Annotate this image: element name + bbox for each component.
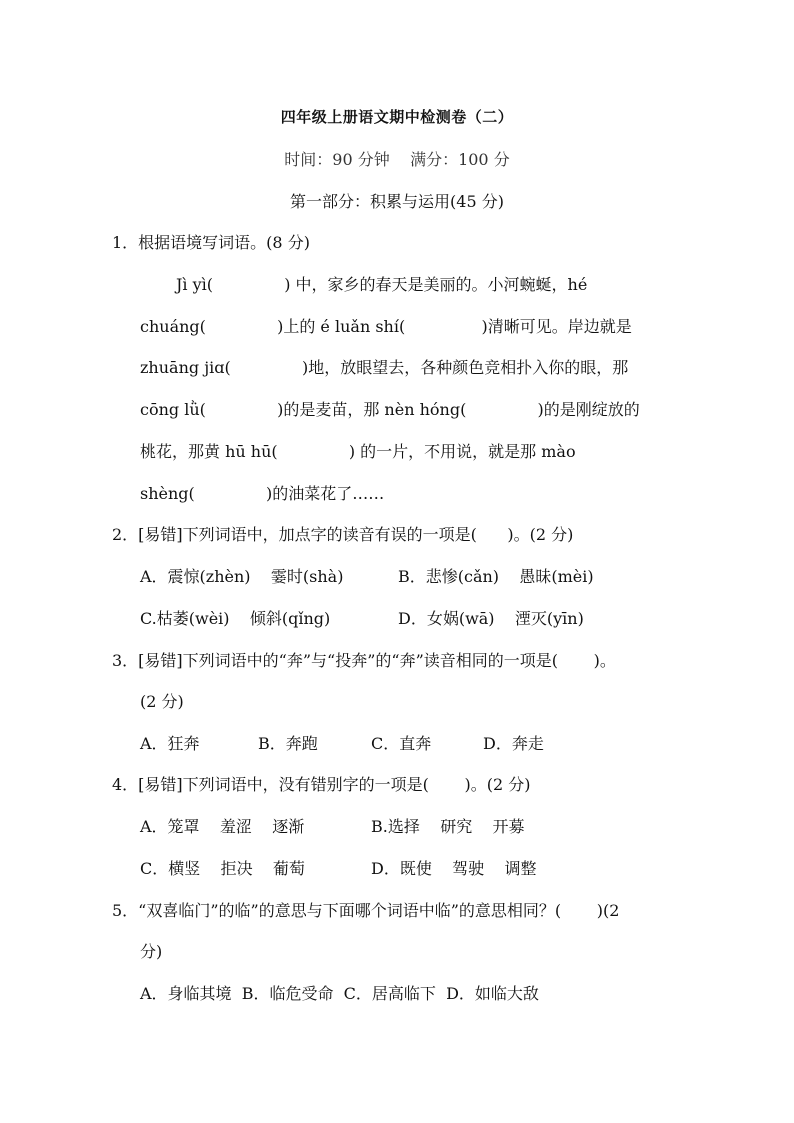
question-2-option-a: A．震惊(zhèn) 霎时(shà): [140, 567, 344, 586]
page-title: 四年级上册语文期中检测卷（二）: [280, 108, 514, 126]
question-4-stem: 4．[易错]下列词语中，没有错别字的一项是( )。(2 分): [112, 775, 531, 794]
question-5-options: A．身临其境 B．临危受命 C．居高临下 D．如临大敌: [140, 984, 539, 1003]
question-1-line: zhuāng jiɑ( )地，放眼望去，各种颜色竞相扑入你的眼，那: [140, 358, 629, 377]
question-1-line: 桃花，那黄 hū hū( ) 的一片，不用说，就是那 mào: [140, 442, 576, 461]
question-2-option-b: B．悲惨(cǎn) 愚昧(mèi): [398, 567, 594, 586]
question-4-option-c: C．横竖 拒决 葡萄: [140, 859, 305, 878]
question-1-line: shèng( )的油菜花了……: [140, 484, 385, 503]
exam-meta: 时间：90 分钟 满分：100 分: [284, 150, 510, 169]
question-2-option-d: D．女娲(wā) 湮灭(yīn): [398, 609, 584, 628]
question-3-option-c: C．直奔: [371, 734, 432, 753]
question-1-stem: 1．根据语境写词语。(8 分): [112, 233, 310, 252]
question-5-stem-continued: 分): [140, 942, 163, 961]
question-1-line: cōng lǜ( )的是麦苗，那 nèn hóng( )的是刚绽放的: [140, 400, 640, 419]
question-2-option-c: C.枯萎(wèi) 倾斜(qǐng): [140, 609, 331, 628]
question-3-option-b: B．奔跑: [258, 734, 318, 753]
question-4-option-d: D．既使 驾驶 调整: [371, 859, 537, 878]
question-1-line: Jì yì( ) 中，家乡的春天是美丽的。小河蜿蜒，hé: [176, 275, 588, 294]
question-1-line: chuáng( )上的 é luǎn shí( )清晰可见。岸边就是: [140, 317, 632, 336]
question-3-option-d: D．奔走: [483, 734, 544, 753]
section-heading: 第一部分：积累与运用(45 分): [290, 192, 504, 211]
question-2-stem: 2．[易错]下列词语中，加点字的读音有误的一项是( )。(2 分): [112, 525, 574, 544]
question-4-option-a: A．笼罩 羞涩 逐渐: [140, 817, 305, 836]
question-5-stem: 5．“双喜临门”的临”的意思与下面哪个词语中临”的意思相同？( )(2: [112, 901, 620, 920]
question-3-option-a: A．狂奔: [140, 734, 200, 753]
question-4-option-b: B.选择 研究 开募: [371, 817, 525, 836]
question-3-stem-continued: (2 分): [140, 692, 184, 711]
question-3-stem: 3．[易错]下列词语中的“奔”与“投奔”的“奔”读音相同的一项是( )。: [112, 651, 616, 670]
